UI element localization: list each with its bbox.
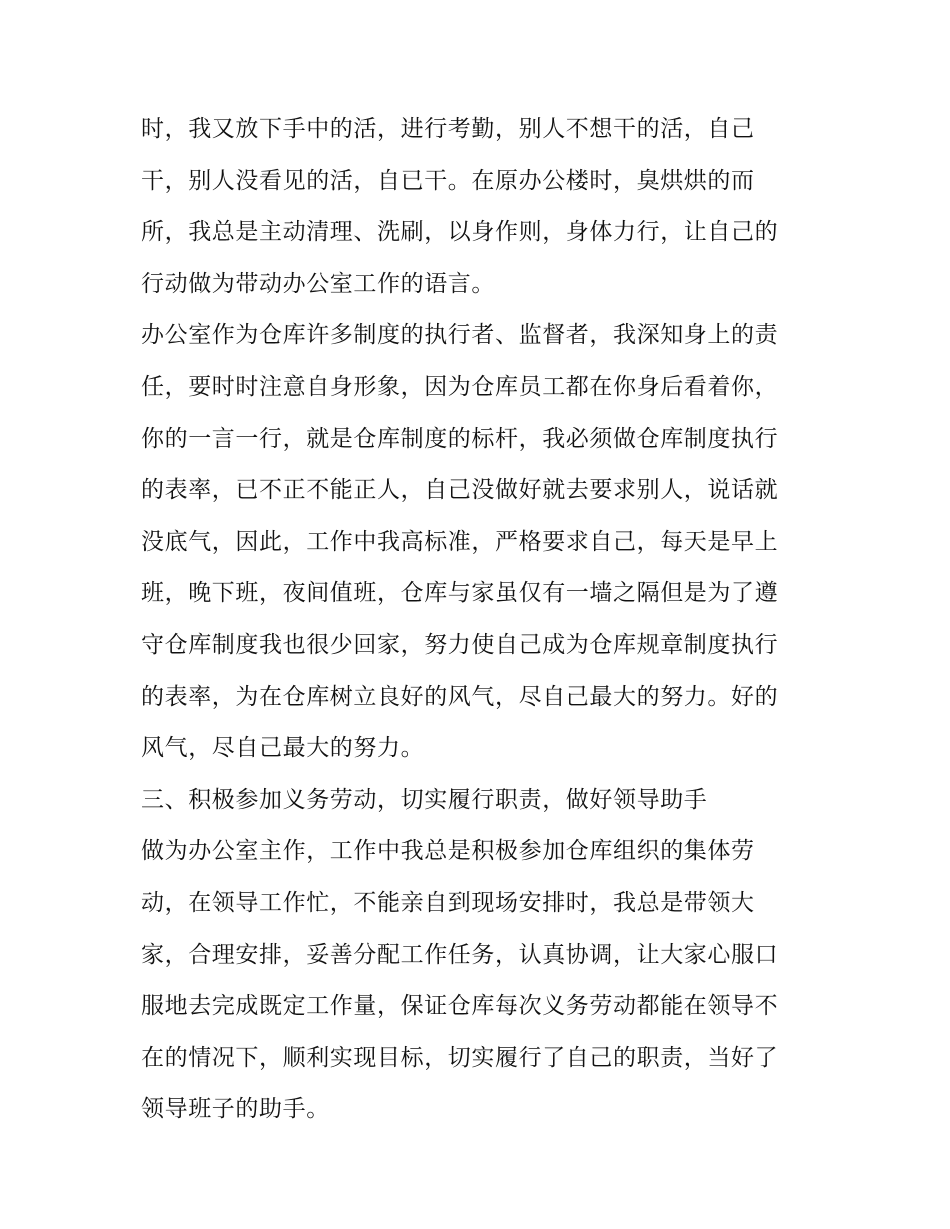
document-body bbox=[141, 108, 817, 1140]
section-heading: 三、积极参加义务劳动，切实履行职责，做好领导助手 bbox=[141, 786, 708, 813]
text-line: 时，我又放下手中的活，进行考勤，别人不想干的活，自己 bbox=[141, 116, 755, 142]
text-line: 守仓库制度我也很少回家，努力使自己成为仓库规章制度执行 bbox=[141, 631, 779, 658]
text-line: 所，我总是主动清理、洗刷，以身作则，身体力行，让自己的 bbox=[141, 219, 779, 246]
text-line: 领导班子的助手。 bbox=[141, 1096, 330, 1123]
text-line: 班，晚下班，夜间值班，仓库与家虽仅有一墙之隔但是为了遵 bbox=[141, 580, 779, 607]
text-line: 的表率，已不正不能正人，自己没做好就去要求别人，说话就 bbox=[141, 477, 779, 504]
text-line: 办公室作为仓库许多制度的执行者、监督者，我深知身上的责 bbox=[141, 322, 779, 349]
text-line: 的表率，为在仓库树立良好的风气，尽自己最大的努力。好的 bbox=[141, 683, 779, 710]
text-line: 任，要时时注意自身形象，因为仓库员工都在你身后看着你， bbox=[141, 373, 779, 400]
text-line: 风气，尽自己最大的努力。 bbox=[141, 735, 425, 762]
text-line: 你的一言一行，就是仓库制度的标杆，我必须做仓库制度执行 bbox=[141, 425, 779, 452]
text-line: 没底气，因此，工作中我高标准，严格要求自己，每天是早上 bbox=[141, 528, 779, 555]
text-line: 服地去完成既定工作量，保证仓库每次义务劳动都能在领导不 bbox=[141, 993, 779, 1020]
text-line: 做为办公室主作，工作中我总是积极参加仓库组织的集体劳 bbox=[141, 838, 755, 865]
text-line: 动，在领导工作忙，不能亲自到现场安排时，我总是带领大 bbox=[141, 889, 755, 916]
text-line: 在的情况下，顺利实现目标，切实履行了自己的职责，当好了 bbox=[141, 1044, 779, 1071]
text-line: 家，合理安排，妥善分配工作任务，认真协调，让大家心服口 bbox=[141, 941, 779, 968]
text-line: 行动做为带动办公室工作的语言。 bbox=[141, 270, 495, 297]
text-line: 干，别人没看见的活，自已干。在原办公楼时，臭烘烘的而 bbox=[141, 167, 755, 194]
